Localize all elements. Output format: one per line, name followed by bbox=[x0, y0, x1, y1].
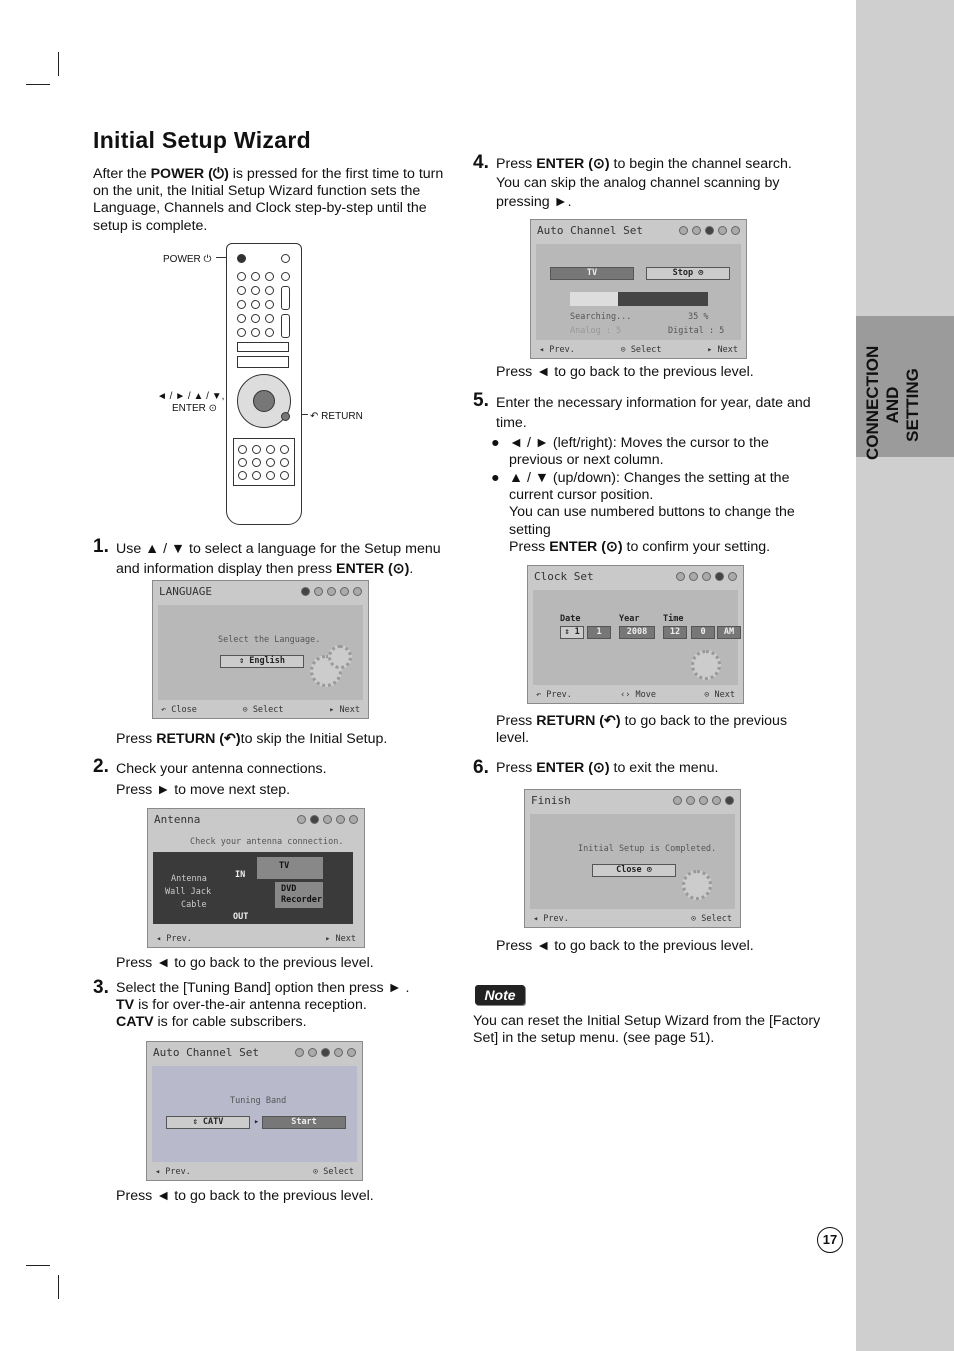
step-6-after: Press ◄ to go back to the previous level. bbox=[496, 938, 754, 954]
close-button: Close ⊙ bbox=[592, 864, 676, 877]
year-field: 2008 bbox=[619, 626, 655, 639]
return-button bbox=[281, 412, 290, 421]
step-5-number: 5. bbox=[473, 390, 489, 411]
step-5-bullet-2: ▲ / ▼ (up/down): Changes the setting at the current cursor position. You can use numbered buttons to change the setting Press ENTER (⊙) to confirm your setting. bbox=[509, 470, 795, 555]
step-3-after: Press ◄ to go back to the previous level. bbox=[116, 1188, 374, 1204]
crop-mark bbox=[26, 1265, 50, 1266]
month-field: ⇕ 1 bbox=[560, 626, 584, 639]
enter-button bbox=[253, 390, 275, 412]
step-5-bullet-1: ◄ / ► (left/right): Moves the cursor to the previous or next column. bbox=[509, 435, 769, 469]
clock-set-screen: Clock Set Date Year Time ⇕ 1 1 2008 12 0 AM ↶ Prev. ‹› Move ⊙ Next bbox=[527, 565, 744, 704]
remote-power-label: POWER ⏻ bbox=[163, 254, 212, 265]
remote-nav-label: ◄ / ► / ▲ / ▼, ENTER ⊙ bbox=[157, 391, 225, 414]
stop-button: Stop ⊙ bbox=[646, 267, 730, 280]
language-select: ⇕ English bbox=[220, 655, 304, 668]
remote-return-label: ↶ RETURN bbox=[310, 411, 363, 422]
step-2-text: Check your antenna connections. Press ► to move next step. bbox=[116, 761, 327, 798]
step-3-number: 3. bbox=[93, 977, 109, 998]
finish-screen: Finish Initial Setup is Completed. Close ⊙ ◂ Prev. ⊙ Select bbox=[524, 789, 741, 928]
day-field: 1 bbox=[587, 626, 611, 639]
step-1-after: Press RETURN (↶)to skip the Initial Setup. bbox=[116, 731, 388, 747]
step-1-number: 1. bbox=[93, 536, 109, 557]
note-text: You can reset the Initial Setup Wizard from the [Factory Set] in the setup menu. (see page 51). bbox=[473, 1013, 821, 1047]
remote-button bbox=[281, 254, 290, 263]
search-progress bbox=[570, 292, 708, 306]
tuning-band-select: ⇕ CATV bbox=[166, 1116, 250, 1129]
minute-field: 0 bbox=[691, 626, 715, 639]
page-number: 17 bbox=[817, 1227, 843, 1253]
step-5-after: Press RETURN (↶) to go back to the previous level. bbox=[496, 713, 788, 747]
antenna-screen: Antenna Check your antenna connection. Antenna Wall Jack Cable IN OUT TV DVD Recorder ◂ Prev. ▸ Next bbox=[147, 808, 365, 948]
step-4-text: Press ENTER (⊙) to begin the channel search. You can skip the analog channel scanning by pressing ►. bbox=[496, 156, 792, 210]
step-3-text: Select the [Tuning Band] option then press ► . TV is for over-the-air antenna reception. CATV is for cable subscribers. bbox=[116, 980, 410, 1031]
power-button bbox=[237, 254, 246, 263]
tv-tab: TV bbox=[550, 267, 634, 280]
step-6-number: 6. bbox=[473, 757, 489, 778]
channel-search-screen: Auto Channel Set TV Stop ⊙ Searching... 35 % Analog : 5 Digital : 5 ◂ Prev. ⊙ Select ▸ Next bbox=[530, 219, 747, 359]
start-button: Start bbox=[262, 1116, 346, 1129]
page-title: Initial Setup Wizard bbox=[93, 127, 311, 153]
step-6-text: Press ENTER (⊙) to exit the menu. bbox=[496, 760, 719, 776]
note-badge: Note bbox=[475, 985, 525, 1005]
step-4-number: 4. bbox=[473, 152, 489, 173]
crop-mark bbox=[58, 52, 59, 76]
side-tab bbox=[856, 0, 954, 1351]
step-1-text: Use ▲ / ▼ to select a language for the Setup menu and information display then press ENTER (⊙). bbox=[116, 541, 441, 577]
side-tab-label: CONNECTION AND SETTING bbox=[863, 345, 922, 460]
step-2-after: Press ◄ to go back to the previous level. bbox=[116, 955, 374, 971]
step-4-after: Press ◄ to go back to the previous level. bbox=[496, 364, 754, 380]
step-2-number: 2. bbox=[93, 756, 109, 777]
remote-control bbox=[226, 243, 302, 525]
step-5-text: Enter the necessary information for year, date and time. bbox=[496, 395, 811, 431]
intro-text: After the POWER (⏻) is pressed for the first time to turn on the unit, the Initial Setup Wizard function sets the Language, Channels and Clock step-by-step until the setup is complete. bbox=[93, 166, 444, 234]
tuning-band-screen: Auto Channel Set Tuning Band ⇕ CATV ▸ Start ◂ Prev. ⊙ Select bbox=[146, 1041, 363, 1181]
hour-field: 12 bbox=[663, 626, 687, 639]
language-screen: LANGUAGE Select the Language. ⇕ English ↶ Close ⊙ Select ▸ Next bbox=[152, 580, 369, 719]
crop-mark bbox=[58, 1275, 59, 1299]
ampm-field: AM bbox=[717, 626, 741, 639]
crop-mark bbox=[26, 84, 50, 85]
